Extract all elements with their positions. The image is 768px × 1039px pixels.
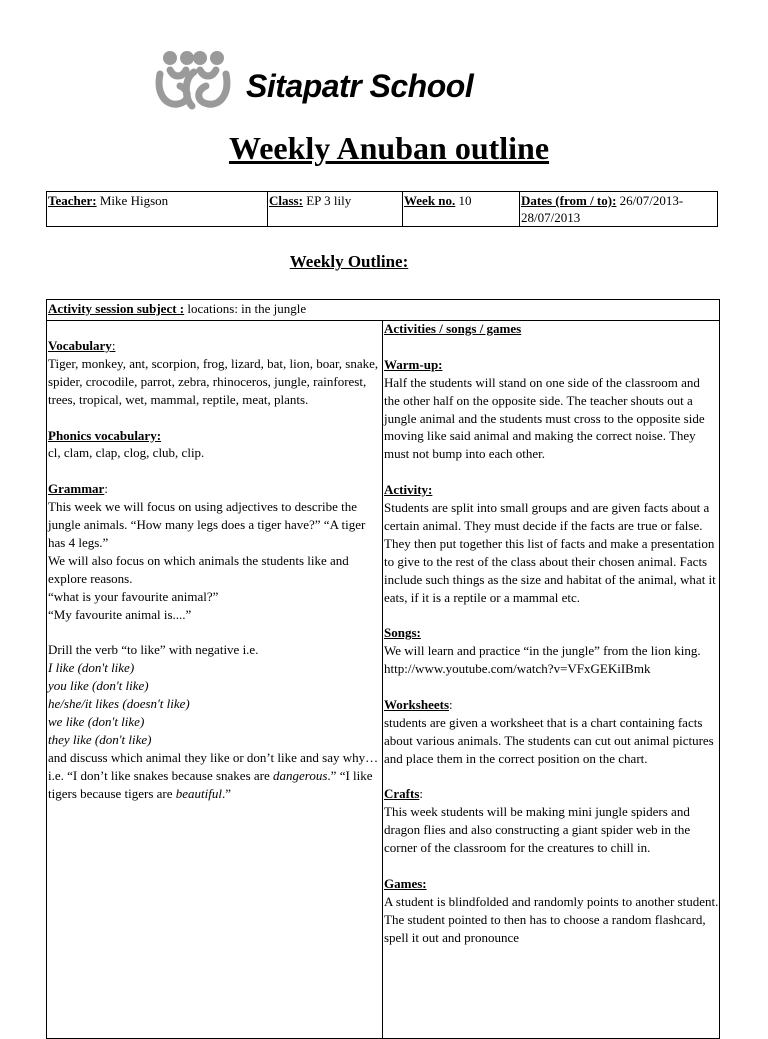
week-value: 10 bbox=[455, 193, 472, 208]
subject-row bbox=[47, 300, 719, 321]
teacher-value: Mike Higson bbox=[96, 193, 169, 208]
phonics-heading: Phonics vocabulary: bbox=[48, 427, 162, 443]
right-column bbox=[384, 320, 719, 947]
teacher-label: Teacher: bbox=[48, 193, 97, 208]
class-value: EP 3 lily bbox=[302, 193, 352, 208]
dates-cell bbox=[520, 192, 718, 227]
worksheets-text: students are given a worksheet that is a chart containing facts about various animals. The students can cut out animal pictures and place them in the correct position on the chart. bbox=[384, 714, 714, 766]
teacher-cell bbox=[47, 192, 268, 227]
drill-line: they like (don't like) bbox=[48, 731, 152, 747]
left-column bbox=[48, 337, 380, 803]
crafts-text: This week students will be making mini jungle spiders and dragon flies and also constructing a giant spider web in the corner of the classroom for the creatures to chill in. bbox=[384, 804, 691, 856]
class-label: Class: bbox=[269, 193, 303, 208]
songs-heading: Songs: bbox=[384, 625, 421, 641]
warmup-text: Half the students will stand on one side of the classroom and the other half on the opposite side. The teacher shouts out a jungle animal and the students must cross to the opposite side moving like said animal and making the correct noise. They must not bump into each other. bbox=[384, 374, 705, 462]
games-heading: Games: bbox=[384, 876, 427, 891]
school-logo-icon bbox=[152, 48, 234, 114]
class-cell bbox=[268, 192, 403, 227]
subject-value: locations: in the jungle bbox=[184, 301, 307, 316]
info-table bbox=[46, 191, 718, 227]
vocab-heading: Vocabulary: bbox=[48, 338, 116, 353]
games-text: A student is blindfolded and randomly points to another student. The student pointed to then has to choose a random flashcard, spell it out and pronounce bbox=[384, 893, 719, 945]
section-title: Weekly Outline: bbox=[289, 252, 409, 271]
week-cell bbox=[403, 192, 520, 227]
grammar-question-1: “what is your favourite animal?” bbox=[48, 588, 219, 604]
phonics-text: cl, clam, clap, clog, club, clip. bbox=[48, 445, 205, 461]
weekly-outline-table bbox=[46, 299, 720, 1039]
worksheets-heading: Worksheets: bbox=[384, 696, 453, 712]
grammar-heading: Grammar: bbox=[48, 481, 108, 497]
drill-line: we like (don't like) bbox=[48, 713, 145, 729]
songs-text: We will learn and practice “in the jungle” from the lion king. http://www.youtube.com/watch?v=VFxGEKiIBmk bbox=[384, 643, 701, 677]
subject-label: Activity session subject : bbox=[48, 301, 185, 316]
discuss-text: and discuss which animal they like or don’t like and say why…i.e. “I don’t like snakes because snakes are dangerous.” “I like tigers because tigers are beautiful.” bbox=[48, 749, 379, 801]
week-label: Week no. bbox=[404, 193, 456, 208]
grammar-question-2: “My favourite animal is....” bbox=[48, 606, 192, 622]
dates-value: 26/07/2013-28/07/2013 bbox=[521, 193, 684, 225]
school-name: Sitapatr School bbox=[246, 68, 474, 104]
dates-label: Dates (from / to): bbox=[521, 193, 617, 208]
drill-intro: Drill the verb “to like” with negative i.e. bbox=[48, 642, 259, 658]
warmup-heading: Warm-up: bbox=[384, 356, 443, 372]
drill-line: I like (don't like) bbox=[48, 660, 135, 676]
column-divider bbox=[382, 320, 383, 1038]
drill-line: he/she/it likes (doesn't like) bbox=[48, 696, 190, 712]
activity-text: Students are split into small groups and are given facts about a certain animal. They must decide if the facts are true or false. They then put together this list of facts and make a presentation to give to the rest of the class about their chosen animal. Facts include such things as the size and habitat of the animal, what it eats, if it is a reptile or a mammal etc. bbox=[384, 500, 716, 605]
activity-heading: Activity: bbox=[384, 482, 433, 498]
page-title: Weekly Anuban outline bbox=[228, 130, 550, 166]
vocab-text: Tiger, monkey, ant, scorpion, frog, lizard, bat, lion, boar, snake, spider, crocodile, parrot, zebra, rhinoceros, jungle, rainforest, trees, tropical, wet, mammal, reptile, meat, plants. bbox=[48, 355, 379, 407]
grammar-paragraph-2: We will also focus on which animals the students like and explore reasons. bbox=[48, 552, 349, 586]
crafts-heading: Crafts: bbox=[384, 786, 424, 802]
drill-line: you like (don't like) bbox=[48, 678, 149, 694]
grammar-paragraph-1: This week we will focus on using adjectives to describe the jungle animals. “How many legs does a tiger have?” “A tiger has 4 legs.” bbox=[48, 499, 366, 550]
activities-heading: Activities / songs / games bbox=[384, 321, 522, 336]
